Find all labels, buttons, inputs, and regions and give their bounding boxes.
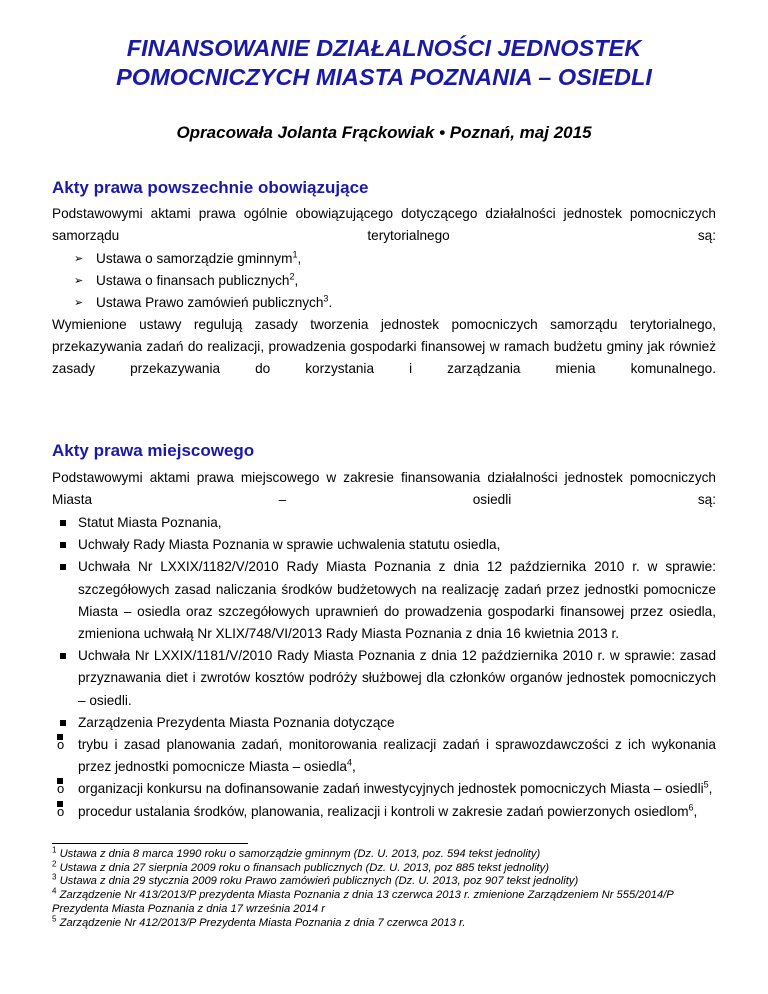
circle-bullet-icon: o xyxy=(57,801,63,807)
arrow-bullet-icon: ➢ xyxy=(74,275,84,288)
circle-bullet-icon: o xyxy=(57,778,63,784)
footnote-ref: 1 xyxy=(292,249,298,260)
footnote: $^4$ Zarządzenie Nr 413/2013/P prezydenta Miasta Poznania z dnia 13 czerwca 2013 r. zmienione Zarządzeniem Nr 555/2014/P Prezydenta Miasta Poznania z dnia 17 września 2014 r xyxy=(52,886,674,915)
author-line: Opracowała Jolanta Frąckowiak • Poznań, maj 2015 xyxy=(176,123,592,142)
footnote-ref: 5 xyxy=(703,779,709,790)
section2-intro: Podstawowymi aktami prawa miejscowego w zakresie finansowania działalności jednostek pomocniczych Miasta – osiedli są: xyxy=(52,470,716,508)
list-item: Uchwała Nr LXXIX/1182/V/2010 Rady Miasta Poznania z dnia 12 października 2010 r. w sprawie: szczegółowych zasad naliczania środków budżetowych na realizację zadań przez jednostki pomocnicze Miasta – osiedla oraz szczegółowych uprawnień do prowadzenia gospodarki finansowej przez osiedla, zmieniona uchwałą Nr XLIX/748/VI/2013 Rady Miasta Poznania z dnia 16 kwietnia 2013 r. xyxy=(52,556,716,645)
sub-list-item: o organizacji konkursu na dofinansowanie zadań inwestycyjnych jednostek pomocniczych Miasta – osiedli$^5$, xyxy=(57,779,713,797)
footnote: $^5$ Zarządzenie Nr 412/2013/P Prezydenta Miasta Poznania z dnia 7 czerwca 2013 r. xyxy=(52,913,466,929)
local-acts-list xyxy=(52,512,716,823)
footnote-ref: 3 xyxy=(323,293,329,304)
section1-intro: Podstawowymi aktami prawa ogólnie obowiązującego dotyczącego działalności jednostek pomocniczych samorządu terytorialnego są: xyxy=(52,206,716,244)
footnote: $^1$ Ustawa z dnia 8 marca 1990 roku o samorządzie gminnym (Dz. U. 2013, poz. 594 tekst jednolity) xyxy=(52,845,541,860)
list-item: Uchwała Nr LXXIX/1181/V/2010 Rady Miasta Poznania z dnia 12 października 2010 r. w sprawie: zasad przyznawania diet i zwrotów kosztów podróży służbowej dla członków organów jednostek pomocniczych – osiedli. xyxy=(52,645,716,712)
title-line-2: POMOCNICZYCH MIASTA POZNANIA – OSIEDLI xyxy=(116,64,652,90)
square-bullet-icon xyxy=(60,653,66,659)
list-item: ➢ Ustawa Prawo zamówień publicznych$^3$. xyxy=(52,292,716,314)
section1-closing: Wymienione ustawy regulują zasady tworzenia jednostek pomocniczych samorządu terytorialnego, przekazywania zadań do realizacji, prowadzenia gospodarki finansowej w ramach budżetu gminy jak również zasady przekazywania do korzystania i zarządzania mienia komunalnego. xyxy=(52,317,716,377)
square-bullet-icon xyxy=(60,720,66,726)
section-heading-general-law: Akty prawa powszechnie obowiązujące xyxy=(52,178,369,197)
footnotes xyxy=(52,845,716,930)
square-bullet-icon xyxy=(60,542,66,548)
list-item: ➢ Ustawa o samorządzie gminnym$^1$, xyxy=(52,248,716,270)
footnote-ref: 2 xyxy=(289,271,295,282)
sub-list-item: o trybu i zasad planowania zadań, monitorowania realizacji zadań i sprawozdawczości z ich wykonania przez jednostki pomocnicze Miasta – osiedla$^4$, xyxy=(52,734,716,778)
list-item: ➢ Ustawa o finansach publicznych$^2$, xyxy=(52,270,716,292)
document-title xyxy=(40,34,728,92)
footnote-ref: 6 xyxy=(688,802,694,813)
statute-list xyxy=(52,248,716,315)
list-item: Uchwały Rady Miasta Poznania w sprawie uchwalenia statutu osiedla, xyxy=(52,534,716,556)
title-line-1: FINANSOWANIE DZIAŁALNOŚCI JEDNOSTEK xyxy=(126,35,642,61)
footnote-separator xyxy=(52,843,248,844)
footnote: $^3$ Ustawa z dnia 29 stycznia 2009 roku Prawo zamówień publicznych (Dz. U. 2013, poz 907 tekst jednolity) xyxy=(52,872,579,888)
arrow-bullet-icon: ➢ xyxy=(74,253,84,265)
square-bullet-icon xyxy=(60,520,66,526)
list-item: Zarządzenia Prezydenta Miasta Poznania dotyczące o trybu i zasad planowania zadań, monitorowania realizacji zadań i sprawozdawczości z ich wykonania przez jednostki pomocnicze Miasta – osiedla$^4$, o organizacji konkursu na dofinansowanie zadań inwestycyjnych jednostek pomocniczych Miasta – osiedli$^5$, o procedur ustalania środków, planowania, realizacji i kontroli w zakresie zadań powierzonych osiedlom$^6$, xyxy=(52,712,716,823)
ordinances-sublist xyxy=(52,734,716,823)
footnote: $^2$ Ustawa z dnia 27 sierpnia 2009 roku o finansach publicznych (Dz. U. 2013, poz 885 tekst jednolity) xyxy=(52,858,549,874)
section-heading-local-law: Akty prawa miejscowego xyxy=(52,441,255,460)
footnote-ref: 4 xyxy=(347,757,353,768)
circle-bullet-icon: o xyxy=(57,734,63,740)
square-bullet-icon xyxy=(60,564,66,570)
sub-list-item: o procedur ustalania środków, planowania, realizacji i kontroli w zakresie zadań powierzonych osiedlom$^6$, xyxy=(57,802,698,819)
list-item: Statut Miasta Poznania, xyxy=(52,512,716,534)
arrow-bullet-icon: ➢ xyxy=(74,297,84,310)
